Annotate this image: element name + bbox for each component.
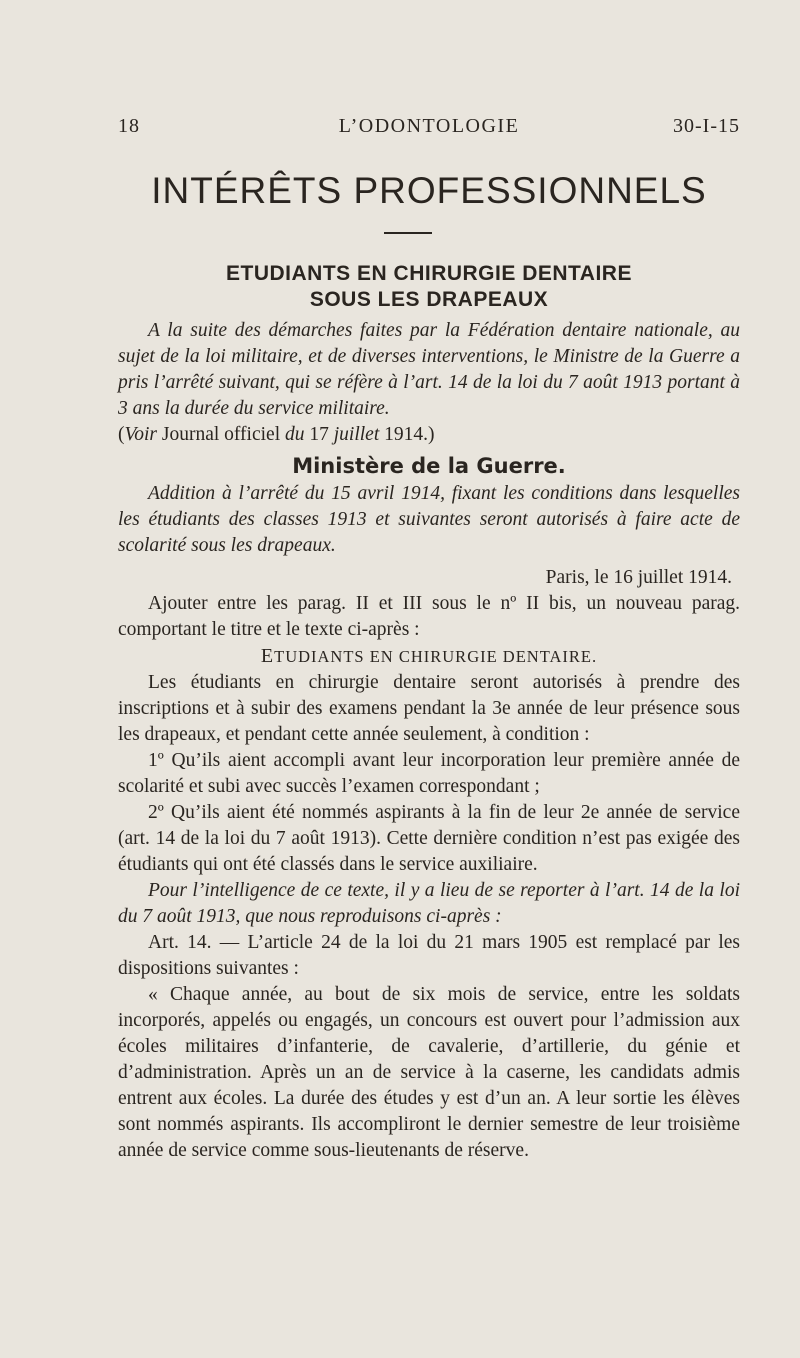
paragraph-students: Les étudiants en chirurgie dentaire seront autorisés à prendre des inscriptions et à subir des examens pendant la 3e année de leur présence sous les drapeaux, et pendant cette année seulement, à condition : <box>118 672 740 745</box>
paragraph-condition-1: 1º Qu’ils aient accompli avant leur incorporation leur première année de scolarité et subi avec succès l’examen correspondant ; <box>118 750 740 797</box>
article-title <box>118 261 740 313</box>
article-title-line-1: ETUDIANTS EN CHIRURGIE DENTAIRE <box>226 262 632 285</box>
article-body <box>118 318 740 1164</box>
subheading: ETUDIANTS EN CHIRURGIE DENTAIRE. <box>260 645 598 667</box>
paragraph-condition-2: 2º Qu’ils aient été nommés aspirants à la fin de leur 2e année de service (art. 14 de la loi du 7 août 1913). Cette dernière condition n’est pas exigée des étudiants qui ont été classés dans le service auxiliaire. <box>118 802 740 875</box>
ministry-heading: Ministère de la Guerre. <box>292 454 566 478</box>
section-title: INTÉRÊTS PROFESSIONNELS <box>151 170 707 211</box>
article-title-line-2: SOUS LES DRAPEAUX <box>309 288 549 311</box>
issue-date: 30-I-15 <box>673 115 740 137</box>
place-date: Paris, le 16 juillet 1914. <box>545 567 732 588</box>
quoted-law-paragraph: « Chaque année, au bout de six mois de service, entre les soldats incorporés, appelés ou engagés, un concours est ouvert pour l’admission aux écoles militaires d’infanterie, de cavalerie, d’artillerie, du génie et d’administration. Après un an de service à la caserne, les candidats admis entrent aux écoles. La durée des études y est d’un an. A leur sortie les élèves sont nommés aspirants. Ils accompliront le dernier semestre de leur troisième année de service comme sous-lieutenants de réserve. <box>118 984 740 1161</box>
title-divider <box>384 232 432 234</box>
journal-title: L’ODONTOLOGIE <box>338 115 520 137</box>
intro-text: A la suite des démarches faites par la Fédération dentaire nationale, au sujet de la loi militaire, et de diverses interventions, le Ministre de la Guerre a pris l’arrêté suivant, qui se réfère à l’art. 14 de la loi du 7 août 1913 portant à 3 ans la durée du service militaire. <box>118 320 740 419</box>
official-journal-reference: (Voir Journal officiel du 17 juillet 1914.) <box>118 424 435 445</box>
art-14-paragraph: Art. 14. — L’article 24 de la loi du 21 mars 1905 est remplacé par les dispositions suivantes : <box>118 932 740 979</box>
page-number: 18 <box>118 115 140 137</box>
intro-paragraph <box>118 318 740 422</box>
ajouter-paragraph: Ajouter entre les parag. II et III sous le nº II bis, un nouveau parag. comportant le titre et le texte ci-après : <box>118 593 740 640</box>
pour-note: Pour l’intelligence de ce texte, il y a lieu de se reporter à l’art. 14 de la loi du 7 août 1913, que nous reproduisons ci-après : <box>118 880 740 927</box>
addition-paragraph: Addition à l’arrêté du 15 avril 1914, fixant les conditions dans lesquelles les étudiants des classes 1913 et suivantes seront autorisés à faire acte de scolarité sous les drapeaux. <box>118 483 740 556</box>
